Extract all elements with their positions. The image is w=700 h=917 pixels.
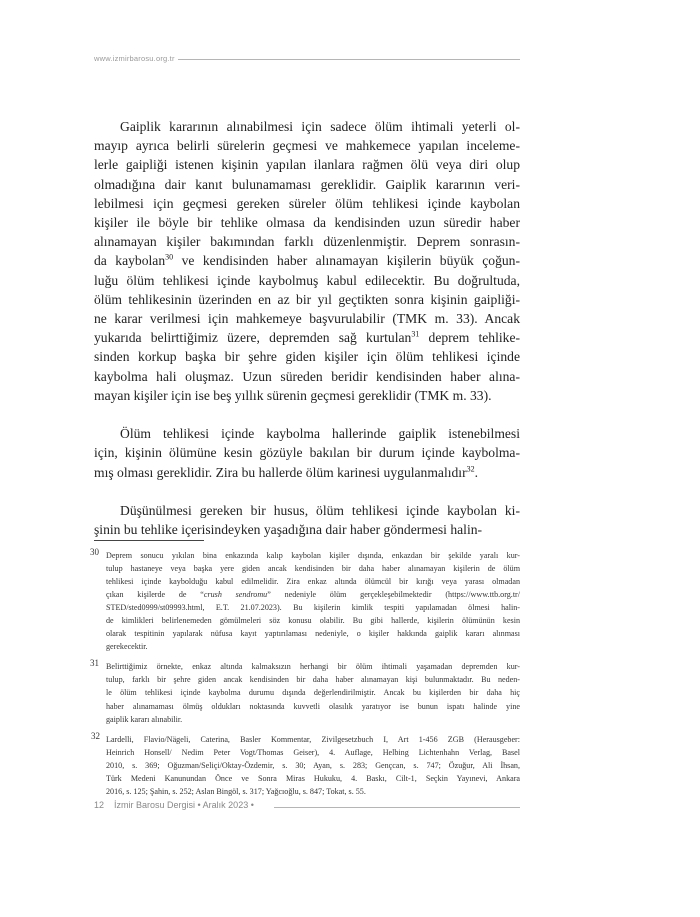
- footnote-line: le ölüm tehlikesi içinde kaybolma durumu dışında değerlendirilmiştir. Ancak bu kişilerden bir daha hiç: [106, 688, 520, 698]
- body-line: alınamayan kişiler bakımından farklı düzenlenmiştir. Deprem sonrasın-: [94, 234, 520, 250]
- footnote-ref: 31: [411, 329, 420, 339]
- footnote-line: Belirttiğimiz örnekte, enkaz altında kalmaksızın herhangi bir ölüm ihtimali yaşamadan depremden kur-: [106, 662, 520, 672]
- footnote-line: gerekecektir.: [106, 642, 148, 652]
- body-paragraph: [94, 117, 520, 405]
- body-line: lerle gaipliği istenen kişinin yapılan ilanlara rağmen ölü veya diri olup: [94, 157, 520, 173]
- line-text: yukarıda belirttiğimiz üzere, depremden sağ kurtulan: [94, 330, 412, 346]
- running-header: [94, 54, 520, 68]
- footnote-line: tulup, farklı bir şehre giden ancak kendisinden bir daha haber alınamayan kişi bulunmaktadır. Bu neden-: [106, 675, 520, 685]
- line-text: ve kendisinden haber alınamayan kişilerin büyük çoğun-: [173, 253, 520, 269]
- footer-rule: [274, 807, 520, 808]
- emphasized-term: crush sendromu: [203, 590, 268, 600]
- footnote-number: 30: [90, 547, 99, 557]
- body-paragraph: [94, 501, 520, 539]
- header-rule: [174, 59, 520, 60]
- body-text: [94, 117, 520, 539]
- body-line: [94, 463, 520, 482]
- line-text: çıkan kişilerde de “: [106, 590, 204, 600]
- body-line: kişiler ile böyle bir tehlike olmasa da kendisinden uzun süredir haber: [94, 215, 520, 231]
- body-line: Düşünülmesi gereken bir husus, ölüm tehlikesi içinde kaybolan ki-: [120, 503, 520, 519]
- body-line: şinin bu tehlike içerisindeyken yaşadığına dair haber göndermesi halin-: [94, 522, 483, 538]
- body-line: ne karar verilmesi için mahkemeye başvurulabilir (TMK m. 33). Ancak: [94, 311, 520, 327]
- body-line: sinden korkup başka bir şehre giden kişiler için ölüm tehlikesi içinde: [94, 349, 520, 365]
- body-line: lebilmesi için geçmesi gereken süreler ölüm tehlikesi içinde kaybolan: [94, 195, 520, 211]
- footnote-line: haber alınamaması ölmüş oldukları noktasında kuvvetli olasılık yaratıyor ise bunun ispatı halinde yine: [106, 701, 520, 711]
- body-line: [94, 251, 520, 270]
- body-line: mayıp ayrıca belirli sürelerin geçmesi ve mahkemece yapılan inceleme-: [94, 138, 520, 154]
- footnote-line: Türk Medeni Kanunundan Önce ve Sonra Miras Hukuku, 4. Baskı, Cilt-1, Seçkin Yayınevi, Ankara: [106, 773, 520, 783]
- footnote-ref: 32: [466, 464, 475, 474]
- line-text: da kaybolan: [94, 253, 166, 269]
- footnote-line: [106, 588, 520, 601]
- site-url: www.izmirbarosu.org.tr: [94, 54, 178, 63]
- footnotes: [90, 547, 521, 798]
- footnote-number: 32: [91, 730, 100, 741]
- footnote-line: Deprem sonucu yıkılan bina enkazında kalıp kaybolan kişiler dışında, enkazdan bir şekilde yaralı kur-: [106, 551, 520, 560]
- footnote-line: tehlikesi içinde kaybolduğu kabul edilmelidir. Zira enkaz altında ölümcül bir kırığı veya yarası olmadan: [106, 577, 520, 587]
- body-line: kaybolma hali oluşmaz. Uzun süreden beridir kendisinden haber alına-: [94, 368, 520, 384]
- footnote-line: olarak tespitinin yapılarak nüfusa kayıt yaptırılaması nedeniyle, o kişiler hakkında gaiplik kararı alınması: [106, 629, 520, 639]
- line-text: ” nedeniyle ölüm gerçekleşebilmektedir (https://www.ttb.org.tr/: [267, 590, 521, 600]
- line-text: deprem tehlike-: [419, 330, 521, 346]
- footnote: [90, 658, 520, 725]
- footnote: [90, 547, 521, 653]
- journal-title: İzmir Barosu Dergisi • Aralık 2023 •: [114, 800, 258, 810]
- footnote-line: tulup hastaneye veya başka yere giden ancak kendisinden bir daha haber alınamayan kişilerin de ölüm: [106, 564, 520, 574]
- body-line: Ölüm tehlikesi içinde kaybolma hallerinde gaiplik istenebilmesi: [120, 426, 520, 442]
- footnote-line: gaiplik kararı alınabilir.: [106, 714, 183, 724]
- body-line: Gaiplik kararının alınabilmesi için sadece ölüm ihtimali yeterli ol-: [120, 119, 520, 134]
- footnote-separator: [94, 540, 204, 541]
- body-line: için, kişinin ölümüne kesin gözüyle bakılan bir durum içinde kaybolma-: [94, 445, 520, 461]
- page-footer: [94, 800, 520, 814]
- body-line: ölüm tehlikesinin üzerinden en az bir yıl geçtikten sonra kişinin gaipliği-: [94, 291, 520, 307]
- footnote: [91, 730, 520, 798]
- footnote-line: STED/sted0999/st09993.html, E.T. 21.07.2023). Bu kişilerin kimlik tespiti yapılamadan ölmesi halin-: [106, 603, 520, 613]
- body-line: mayan kişiler için ise beş yıllık sürenin geçmesi gereklidir (TMK m. 33).: [94, 387, 492, 403]
- footnote-line: Lardelli, Flavio/Nägeli, Caterina, Basler Kommentar, Zivilgesetzbuch I, Art 1-456 ZGB (Herausgeber:: [106, 734, 520, 744]
- page-number: 12: [94, 800, 105, 810]
- footnote-number: 31: [90, 658, 99, 669]
- body-line: olmadığına dair kanıt bulunamaması gereklidir. Gaiplik kararının veri-: [94, 176, 520, 192]
- line-text: mış olması gereklidir. Zira bu hallerde ölüm karinesi uygulanmalıdır: [94, 464, 467, 480]
- body-line: [94, 328, 520, 347]
- footnote-line: de kimlikleri belirlenemeden gömülmeleri söz konusu olabilir. Bu gibi hallerde, kişilerin ölümünün kesin: [106, 616, 520, 626]
- line-text: .: [474, 464, 479, 480]
- footnote-line: Heinrich Honsell/ Nedim Peter Vogt/Thomas Geiser), 4. Auflage, Helbing Lichtenhahn Verlag, Basel: [106, 747, 520, 757]
- body-paragraph: [94, 424, 520, 482]
- footnote-line: 2016, s. 125; Şahin, s. 252; Aslan Bingöl, s. 317; Yağcıoğlu, s. 847; Tokat, s. 55.: [106, 786, 366, 796]
- footnote-ref: 30: [165, 252, 174, 262]
- footnote-line: 2010, s. 369; Oğuzman/Seliçi/Oktay-Özdemir, s. 30; Ayan, s. 283; Gençcan, s. 747; Özuğur, Ali İhsan,: [106, 760, 520, 770]
- body-line: luğu ölüm tehlikesi içinde kaybolmuş kabul edilecektir. Bu doğrultuda,: [94, 272, 520, 288]
